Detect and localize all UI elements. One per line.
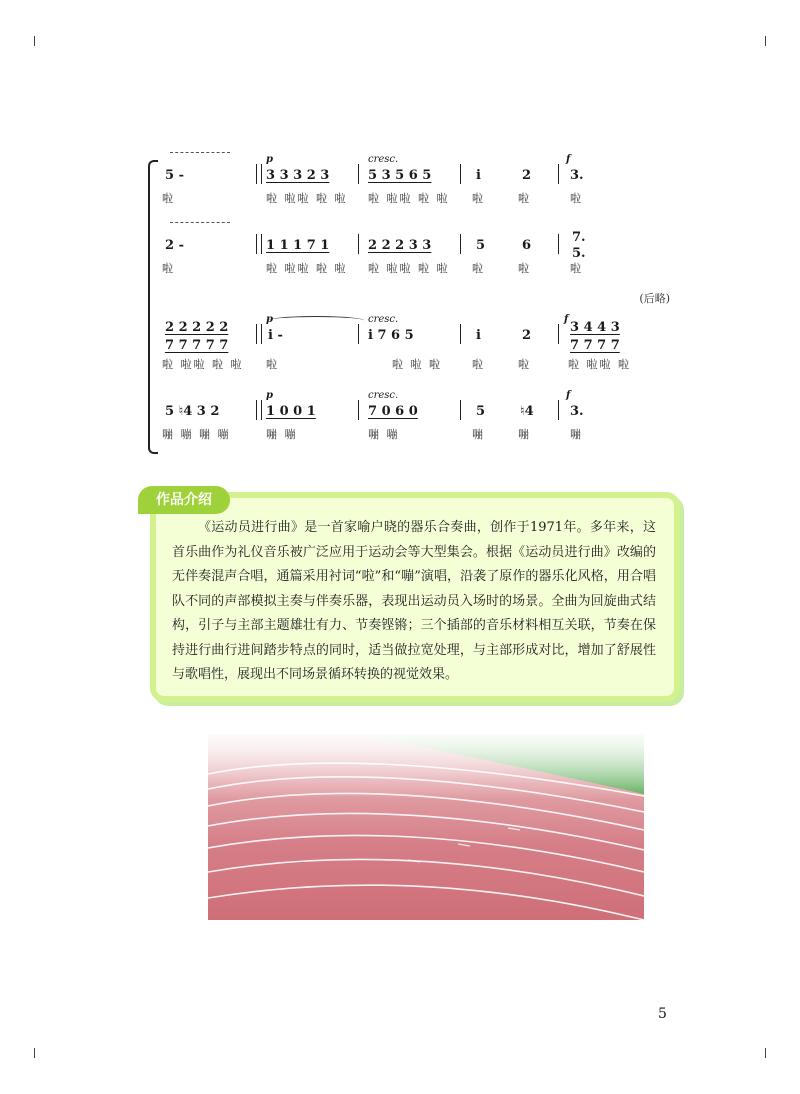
barline xyxy=(460,164,461,184)
measure-lyric: 啦 xyxy=(570,192,583,205)
head-lyric: 啦 xyxy=(162,192,175,205)
score-row-voice-3 xyxy=(160,310,680,372)
measure-notes: 3. xyxy=(570,404,584,419)
head-lyric: 啦 xyxy=(162,262,175,275)
crop-mark-top-right xyxy=(765,36,766,46)
crop-mark-top-left xyxy=(34,36,35,46)
measure-notes: 1 0 0 1 xyxy=(266,404,316,419)
measure-lyric: 嘣 嘣 xyxy=(368,428,400,441)
measure-notes: 5 3 5 6 5 xyxy=(368,168,432,183)
measure-lyric: 啦 xyxy=(472,262,485,275)
dynamic-mark: f xyxy=(566,390,571,401)
measure-lyric: 啦 啦啦 啦 啦 xyxy=(368,262,450,275)
head-notes-lower: 7 7 7 7 7 xyxy=(165,338,229,353)
measure-notes: i 7 6 5 xyxy=(368,328,414,343)
measure-lyric: 啦 xyxy=(518,262,531,275)
barline xyxy=(558,164,559,184)
barline xyxy=(358,234,359,254)
measure-lyric: 嘣 xyxy=(472,428,485,441)
measure-lyric: 嘣 xyxy=(570,428,583,441)
measure-lyric: 啦 xyxy=(472,358,485,371)
page-number: 5 xyxy=(658,1006,667,1022)
measure-notes: i - xyxy=(268,328,283,343)
measure-notes: 2 xyxy=(522,168,532,183)
intro-card xyxy=(150,492,680,702)
crop-mark-bottom-right xyxy=(765,1048,766,1058)
tie-arc xyxy=(268,316,364,325)
dynamic-mark: f xyxy=(566,154,571,165)
double-barline xyxy=(256,164,262,184)
measure-notes: i xyxy=(476,328,481,343)
measure-notes-lower: 5. xyxy=(572,246,586,261)
measure-lyric: 啦 xyxy=(518,192,531,205)
intro-text: 《运动员进行曲》是一首家喻户晓的器乐合奏曲，创作于1971年。多年来，这首乐曲作为礼仪音乐被广泛应用于运动会等大型集会。根据《运动员进行曲》改编的无伴奏混声合唱，通篇采用衬词“啦”和“嘣”演唱，沿袭了原作的器乐化风格，用合唱队不同的声部模拟主奏与伴奏乐器，表现出运动员入场时的场景。全曲为回旋曲式结构，引子与主部主题雄壮有力、节奏铿锵；三个插部的音乐材料相互关联，节奏在保持进行曲行进间踏步特点的同时，适当做拉宽处理，与主部形成对比，增加了舒展性与歌唱性，展现出不同场景循环转换的视觉效果。 xyxy=(172,520,656,682)
omitted-label: (后略) xyxy=(639,292,670,305)
cresc-mark: cresc. xyxy=(368,314,399,325)
score-row-voice-2 xyxy=(160,220,680,282)
measure-lyric: 啦 xyxy=(518,358,531,371)
measure-notes: 5 xyxy=(476,238,486,253)
measure-lyric: 啦 xyxy=(472,192,485,205)
head-notes: 2 - xyxy=(165,238,184,253)
measure-notes: 3 3 3 2 3 xyxy=(266,168,330,183)
crop-mark-bottom-left xyxy=(34,1048,35,1058)
barline xyxy=(460,234,461,254)
dynamic-mark: p xyxy=(266,390,273,401)
measure-notes: 2 2 2 3 3 xyxy=(368,238,432,253)
measure-lyric: 啦 xyxy=(266,358,279,371)
measure-lyric: 啦 啦 啦 xyxy=(392,358,442,371)
measure-notes: 7 0 6 0 xyxy=(368,404,418,419)
measure-lyric: 啦 啦啦 啦 啦 xyxy=(266,192,348,205)
measure-notes-lower: 7 7 7 7 xyxy=(570,338,620,353)
barline xyxy=(558,324,559,344)
running-track-graphic xyxy=(208,734,644,920)
double-barline xyxy=(256,234,262,254)
measure-notes: 1 1 1 7 1 xyxy=(266,238,330,253)
measure-lyric: 啦 xyxy=(570,262,583,275)
barline xyxy=(460,400,461,420)
crescendo-dash xyxy=(170,152,230,159)
music-score xyxy=(150,150,670,455)
barline xyxy=(460,324,461,344)
score-row-voice-4 xyxy=(160,386,680,448)
measure-lyric: 啦 啦啦 啦 啦 xyxy=(266,262,348,275)
head-notes: 5 - xyxy=(165,168,184,183)
dynamic-mark: p xyxy=(266,154,273,165)
head-lyric: 啦 啦啦 啦 啦 xyxy=(162,358,244,371)
score-row-voice-1 xyxy=(160,150,680,212)
measure-notes: 6 xyxy=(522,238,532,253)
measure-lyric: 嘣 嘣 xyxy=(266,428,298,441)
double-barline xyxy=(256,400,262,420)
measure-notes: 3 4 4 3 xyxy=(570,320,620,335)
barline xyxy=(558,400,559,420)
cresc-mark: cresc. xyxy=(368,154,399,165)
intro-tag: 作品介绍 xyxy=(138,486,230,514)
barline xyxy=(558,234,559,254)
measure-notes: 2 xyxy=(522,328,532,343)
measure-lyric: 啦 啦啦 啦 啦 xyxy=(368,192,450,205)
measure-lyric: 啦 啦啦 啦 xyxy=(568,358,631,371)
measure-notes: ♮4 xyxy=(520,404,534,419)
measure-notes: 5 xyxy=(476,404,486,419)
barline xyxy=(358,164,359,184)
double-barline xyxy=(256,324,262,344)
barline xyxy=(358,324,359,344)
dynamic-mark: p xyxy=(266,314,273,325)
crescendo-dash xyxy=(170,222,230,229)
measure-notes: 7. xyxy=(572,230,586,245)
measure-notes: 3. xyxy=(570,168,584,183)
head-lyric: 嘣 嘣 嘣 嘣 xyxy=(162,428,231,441)
measure-notes: i xyxy=(476,168,481,183)
dynamic-mark: f xyxy=(564,314,569,325)
measure-lyric: 嘣 xyxy=(518,428,531,441)
running-track-photo xyxy=(208,734,644,920)
cresc-mark: cresc. xyxy=(368,390,399,401)
head-notes: 5 ♮4 3 2 xyxy=(165,404,220,419)
barline xyxy=(358,400,359,420)
head-notes: 2 2 2 2 2 xyxy=(165,320,229,335)
